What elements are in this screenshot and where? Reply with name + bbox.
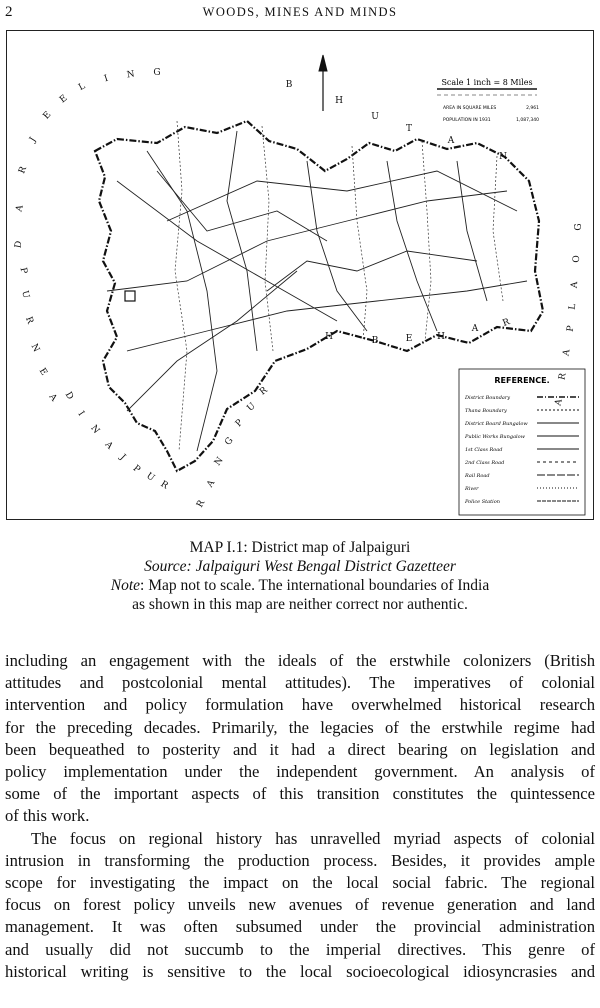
rivers bbox=[175, 121, 503, 451]
region-letter: R bbox=[195, 498, 208, 510]
caption-note-continued: as shown in this map are neither correct nor authentic. bbox=[132, 596, 468, 613]
caption-title: MAP I.1: District map of Jalpaiguri bbox=[189, 539, 411, 556]
text-line: scope for investigating the impact on the local social fabric. The regional bbox=[5, 873, 595, 893]
region-letter: N bbox=[28, 342, 42, 354]
text-line: intervention and policy formulation have overwhelmed historical research bbox=[5, 695, 595, 715]
region-letter: I bbox=[75, 409, 86, 419]
reference-legend bbox=[459, 369, 585, 515]
district-map bbox=[6, 30, 594, 520]
region-letter: U bbox=[19, 289, 31, 300]
region-letter: G bbox=[153, 68, 161, 78]
text-line: and usually did not succumb to the imperial directives. This genre of bbox=[5, 939, 595, 959]
region-letter: N bbox=[126, 69, 136, 81]
region-letter: G bbox=[223, 435, 236, 448]
reference-item-label: District Board Bungalow bbox=[465, 421, 528, 427]
region-letter: E bbox=[36, 366, 49, 378]
region-letter: R bbox=[158, 479, 170, 492]
reference-item-label: River bbox=[465, 486, 479, 492]
scale-area-value: 2,961 bbox=[526, 106, 539, 111]
region-letter: R bbox=[23, 315, 35, 326]
district-map-drawing bbox=[7, 31, 593, 519]
region-letter: R bbox=[501, 317, 512, 329]
region-letter: A bbox=[569, 281, 581, 289]
region-letter: A bbox=[46, 392, 59, 404]
region-letter: P bbox=[233, 417, 246, 430]
region-letter: U bbox=[371, 112, 379, 122]
region-letter: A bbox=[447, 136, 455, 146]
region-letter: H bbox=[437, 332, 445, 342]
text-line: The focus on regional history has unravelled myriad aspects of colonial bbox=[31, 828, 595, 848]
region-letter: U bbox=[144, 471, 157, 484]
region-letter: G bbox=[574, 223, 584, 231]
region-letter: A bbox=[553, 398, 565, 407]
region-letter: R bbox=[17, 165, 30, 176]
reference-item-label: Thana Boundary bbox=[465, 408, 507, 414]
text-line: for the preceding decades. Primarily, the legacies of the erstwhile regime had bbox=[5, 717, 595, 737]
scale-box bbox=[437, 78, 539, 123]
region-letter: O bbox=[571, 255, 583, 263]
region-letter: B bbox=[285, 80, 293, 90]
reference-item-label: 2nd Class Road bbox=[465, 460, 505, 466]
region-letter: J bbox=[28, 135, 39, 145]
scale-area-label: AREA IN SQUARE MILES bbox=[443, 106, 497, 111]
scale-label: Scale 1 inch = 8 Miles bbox=[441, 78, 533, 87]
reference-item-label: District Boundary bbox=[465, 395, 511, 401]
reference-title: REFERENCE. bbox=[494, 376, 550, 385]
region-letter: N bbox=[88, 423, 101, 436]
region-letter: R bbox=[258, 385, 270, 398]
region-letter: L bbox=[567, 303, 579, 311]
text-line: including an engagement with the ideals of the erstwhile colonizers (British bbox=[5, 651, 595, 670]
region-letter: A bbox=[14, 204, 26, 213]
caption-note-label: Note bbox=[110, 577, 141, 594]
reference-item-label: 1st Class Road bbox=[465, 447, 503, 453]
region-letter: R bbox=[557, 372, 569, 381]
page-number: 2 bbox=[5, 4, 13, 20]
scale-population-label: POPULATION IN 1931 bbox=[443, 118, 491, 123]
text-line: focus on forest policy unveils new avenues of revenue generation and land bbox=[5, 895, 595, 915]
caption-note bbox=[0, 576, 600, 595]
scale-population-value: 1,087,340 bbox=[516, 118, 539, 123]
region-letter: A bbox=[102, 439, 115, 452]
reference-item-label: Police Station bbox=[465, 499, 500, 505]
running-head: WOODS, MINES AND MINDS bbox=[202, 5, 398, 19]
region-letter: J bbox=[117, 452, 128, 463]
region-letter: L bbox=[77, 81, 88, 94]
caption-note-text: : Map not to scale. The international boundaries of India bbox=[140, 577, 490, 594]
region-letter: N bbox=[213, 455, 226, 468]
region-letter: H bbox=[325, 332, 333, 342]
region-letter: D bbox=[62, 390, 75, 402]
region-letter: P bbox=[130, 463, 142, 476]
region-letter: I bbox=[103, 73, 110, 85]
caption-source bbox=[0, 557, 600, 576]
region-letter: P bbox=[17, 266, 29, 275]
region-letter: U bbox=[245, 401, 258, 414]
region-letter: A bbox=[561, 348, 573, 357]
reference-item-label: Public Works Bungalow bbox=[465, 434, 525, 440]
page-header bbox=[0, 0, 600, 26]
text-line: attitudes and postcolonial mental attitudes). The imperatives of colonial bbox=[5, 673, 595, 693]
text-line: policy implementation under the independent government. An analysis of bbox=[5, 762, 595, 782]
text-line: management. It was often subsumed under the provincial administration bbox=[5, 917, 595, 937]
caption-source-text: : Jalpaiguri West Bengal District Gazetteer bbox=[186, 558, 456, 575]
caption-source-label: Source bbox=[144, 558, 187, 575]
region-letter: E bbox=[58, 93, 70, 106]
region-letter: D bbox=[13, 240, 25, 250]
text-line: some of the important aspects of this transition constitutes the quintessence bbox=[5, 784, 595, 804]
district-headquarters-marker bbox=[125, 291, 135, 301]
region-letter: A bbox=[205, 478, 218, 490]
text-line: been bequeathed to posterity and it had a direct bearing on legislation and bbox=[5, 739, 595, 759]
region-letter: A bbox=[471, 324, 479, 334]
north-arrow bbox=[319, 55, 327, 111]
body-text bbox=[5, 650, 595, 983]
text-line: of this work. bbox=[5, 806, 90, 826]
region-letter: B bbox=[371, 336, 379, 346]
region-letter: P bbox=[565, 325, 577, 333]
region-letter: H bbox=[335, 96, 343, 106]
reference-item-label: Rail Road bbox=[465, 473, 490, 479]
region-letter: E bbox=[41, 109, 54, 122]
region-letter: T bbox=[405, 124, 413, 134]
text-line: intrusion in transforming the production process. Besides, it provides ample bbox=[5, 850, 595, 870]
text-line: historical writing is sensitive to the local socioecological idiosyncrasies and bbox=[5, 961, 595, 981]
region-letter: E bbox=[405, 334, 413, 344]
map-caption bbox=[0, 538, 600, 614]
region-letter: N bbox=[499, 152, 507, 162]
